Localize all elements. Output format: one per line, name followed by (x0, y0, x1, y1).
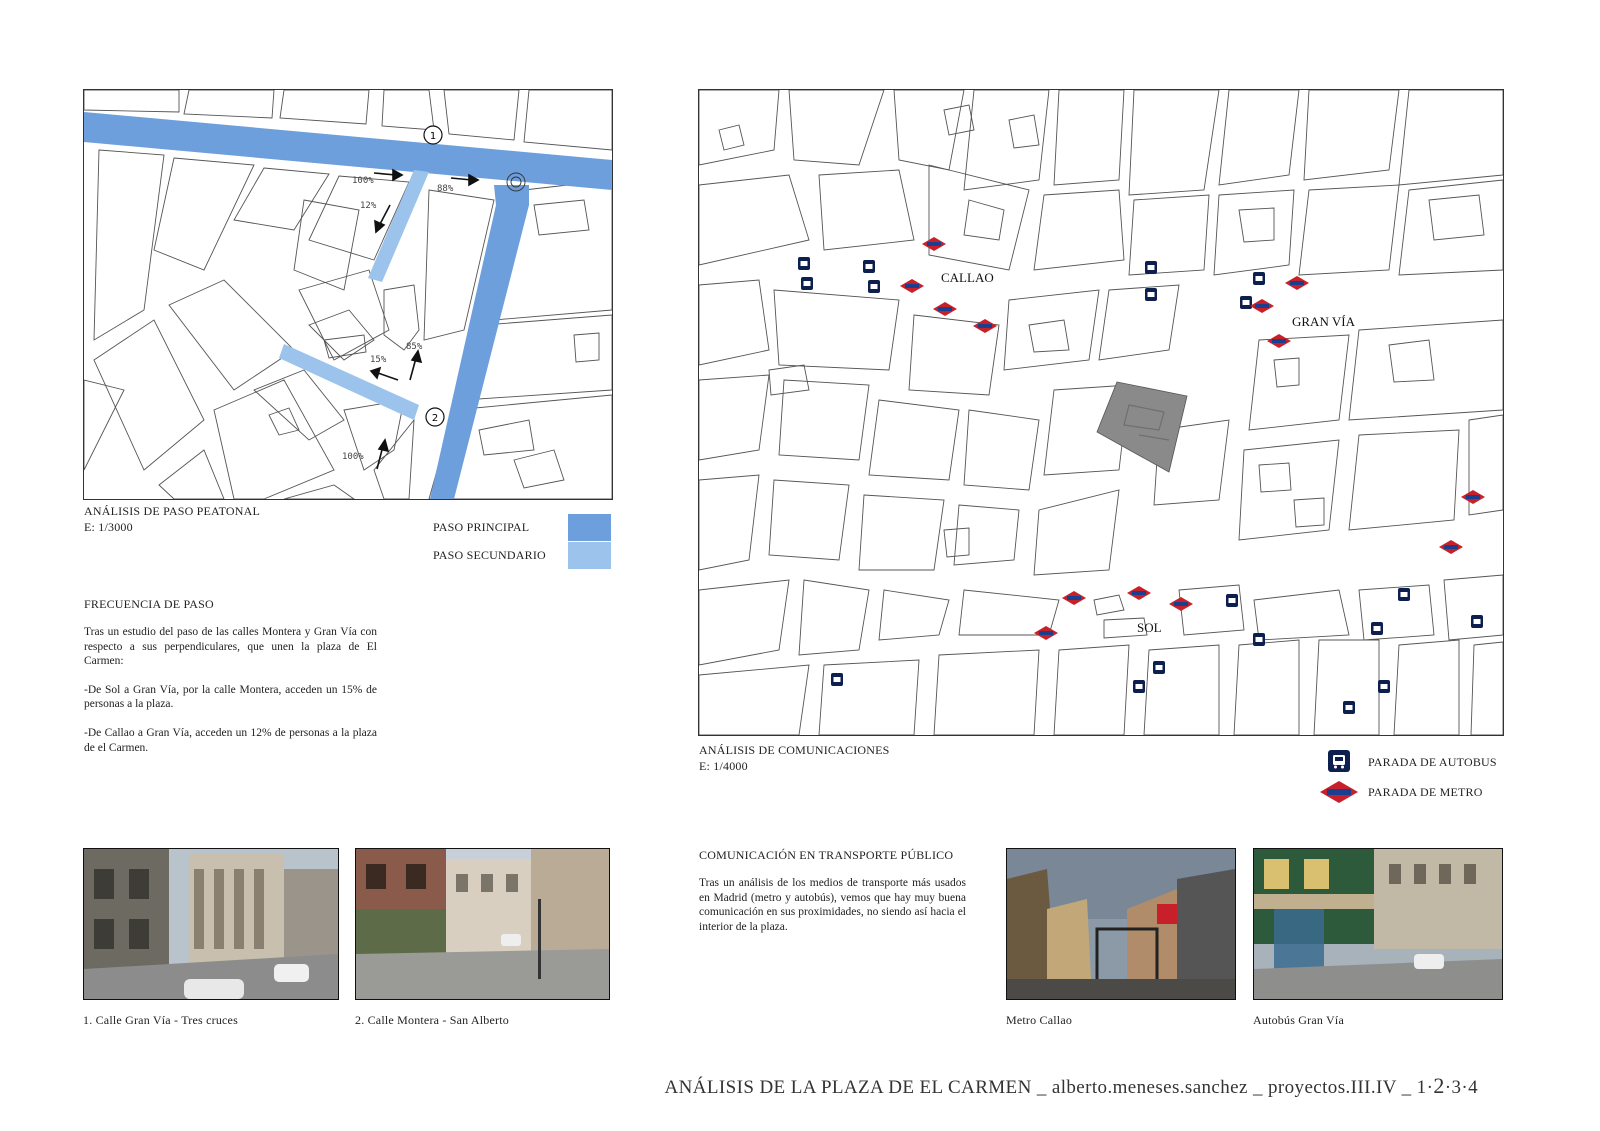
photo-autobus-gran-via (1253, 848, 1503, 1000)
bus-stop-icon (1398, 588, 1410, 601)
metro-stop-icon (900, 279, 924, 293)
place-label-gran-via: GRAN VÍA (1292, 314, 1355, 329)
right-map-title: ANÁLISIS DE COMUNICACIONES (699, 743, 890, 757)
bus-stop-icon (1133, 680, 1145, 693)
frecuencia-text (84, 625, 377, 769)
bus-stop-icon (1226, 594, 1238, 607)
metro-stop-icon (933, 302, 957, 316)
gran-via-main-path (84, 112, 612, 190)
pct-label-gran-via-east: 88% (437, 184, 454, 194)
pct-label-montera-south: 100% (342, 452, 364, 462)
bus-stop-icon (1240, 296, 1252, 309)
pct-label-montera-north: 85% (406, 342, 423, 352)
comunicacion-title: COMUNICACIÓN EN TRANSPORTE PÚBLICO (699, 848, 954, 862)
marker-2-label: 2 (431, 413, 439, 424)
frecuencia-paragraph-1: Tras un estudio del paso de las calles Montera y Gran Vía con respecto a sus perpendiculares, que unen la plaza de El Carmen: (84, 626, 377, 668)
footer-rest: ·3·4 (1444, 1077, 1478, 1098)
pct-label-secondary-north: 12% (360, 201, 377, 211)
photo-montera-san-alberto (355, 848, 610, 1000)
bus-stop-icon (798, 257, 810, 270)
page-footer (665, 1073, 1478, 1099)
transport-map (698, 89, 1504, 736)
pct-label-gran-via-west: 100% (352, 176, 374, 186)
marker-2 (426, 408, 444, 426)
frecuencia-title: FRECUENCIA DE PASO (84, 597, 214, 611)
transport-stops (798, 237, 1485, 714)
bus-stop-icon (801, 277, 813, 290)
left-map-scale: E: 1/3000 (84, 520, 133, 534)
metro-stop-icon (1062, 591, 1086, 605)
transport-map-svg (699, 90, 1503, 735)
place-label-callao: CALLAO (941, 270, 994, 285)
footer-text: ANÁLISIS DE LA PLAZA DE EL CARMEN _ alberto.meneses.sanchez _ proyectos.III.IV _ 1· (664, 1077, 1434, 1098)
bus-stop-icon (1371, 622, 1383, 635)
photo-caption-1: 1. Calle Gran Vía - Tres cruces (83, 1013, 238, 1027)
street-blocks (699, 90, 1503, 735)
right-map-caption (699, 742, 890, 774)
legend-main-label: PASO PRINCIPAL (433, 520, 530, 534)
bus-stop-icon (868, 280, 880, 293)
marker-1 (424, 126, 442, 144)
bus-stop-icon (831, 673, 843, 686)
frecuencia-paragraph-3: -De Callao a Gran Vía, acceden un 12% de personas a la plaza de el Carmen. (84, 726, 377, 754)
metro-stop-icon (973, 319, 997, 333)
left-map-title: ANÁLISIS DE PASO PEATONAL (84, 504, 261, 518)
place-label-sol: SOL (1137, 620, 1162, 635)
photo-metro-callao (1006, 848, 1236, 1000)
pedestrian-map-svg (84, 90, 612, 499)
legend-main-swatch (568, 514, 611, 541)
metro-stop-icon (1169, 597, 1193, 611)
right-map-scale: E: 1/4000 (699, 759, 748, 773)
photo-gran-via-tres-cruces (83, 848, 339, 1000)
bus-stop-icon (1153, 661, 1165, 674)
pedestrian-flow-map (83, 89, 613, 500)
metro-stop-icon (1319, 780, 1359, 804)
bus-stop-icon (863, 260, 875, 273)
metro-stop-icon (1250, 299, 1274, 313)
pct-label-secondary-west: 15% (370, 355, 387, 365)
bus-stop-icon (1471, 615, 1483, 628)
legend-metro-label: PARADA DE METRO (1368, 785, 1483, 799)
frecuencia-paragraph-2: -De Sol a Gran Vía, por la calle Montera, acceden un 15% de personas a la plaza. (84, 683, 377, 711)
metro-stop-icon (1439, 540, 1463, 554)
bus-stop-icon (1145, 288, 1157, 301)
metro-stop-icon (1034, 626, 1058, 640)
bus-stop-icon (1327, 749, 1351, 773)
bus-stop-icon (1378, 680, 1390, 693)
photo-caption-3: Metro Callao (1006, 1013, 1073, 1027)
bus-stop-icon (1145, 261, 1157, 274)
bus-stop-icon (1253, 633, 1265, 646)
metro-stop-icon (1127, 586, 1151, 600)
left-map-caption (84, 503, 260, 535)
comunicacion-text: Tras un análisis de los medios de transporte más usados en Madrid (metro y autobús), vemos que hay muy buena comunicación en sus proximidades, no siendo así hacia el interior de la plaza. (699, 877, 966, 933)
marker-1-label: 1 (429, 131, 437, 142)
bus-stop-icon (1253, 272, 1265, 285)
bus-stop-icon (1343, 701, 1355, 714)
photo-caption-2: 2. Calle Montera - San Alberto (355, 1013, 509, 1027)
legend-secondary-swatch (568, 542, 611, 569)
metro-stop-icon (1461, 490, 1485, 504)
legend-secondary-label: PASO SECUNDARIO (433, 548, 546, 562)
photo-caption-4: Autobús Gran Vía (1253, 1013, 1344, 1027)
metro-stop-icon (1267, 334, 1291, 348)
legend-bus-label: PARADA DE AUTOBUS (1368, 755, 1497, 769)
metro-stop-icon (1285, 276, 1309, 290)
metro-stop-icon (922, 237, 946, 251)
footer-current-page: 2 (1433, 1073, 1445, 1098)
